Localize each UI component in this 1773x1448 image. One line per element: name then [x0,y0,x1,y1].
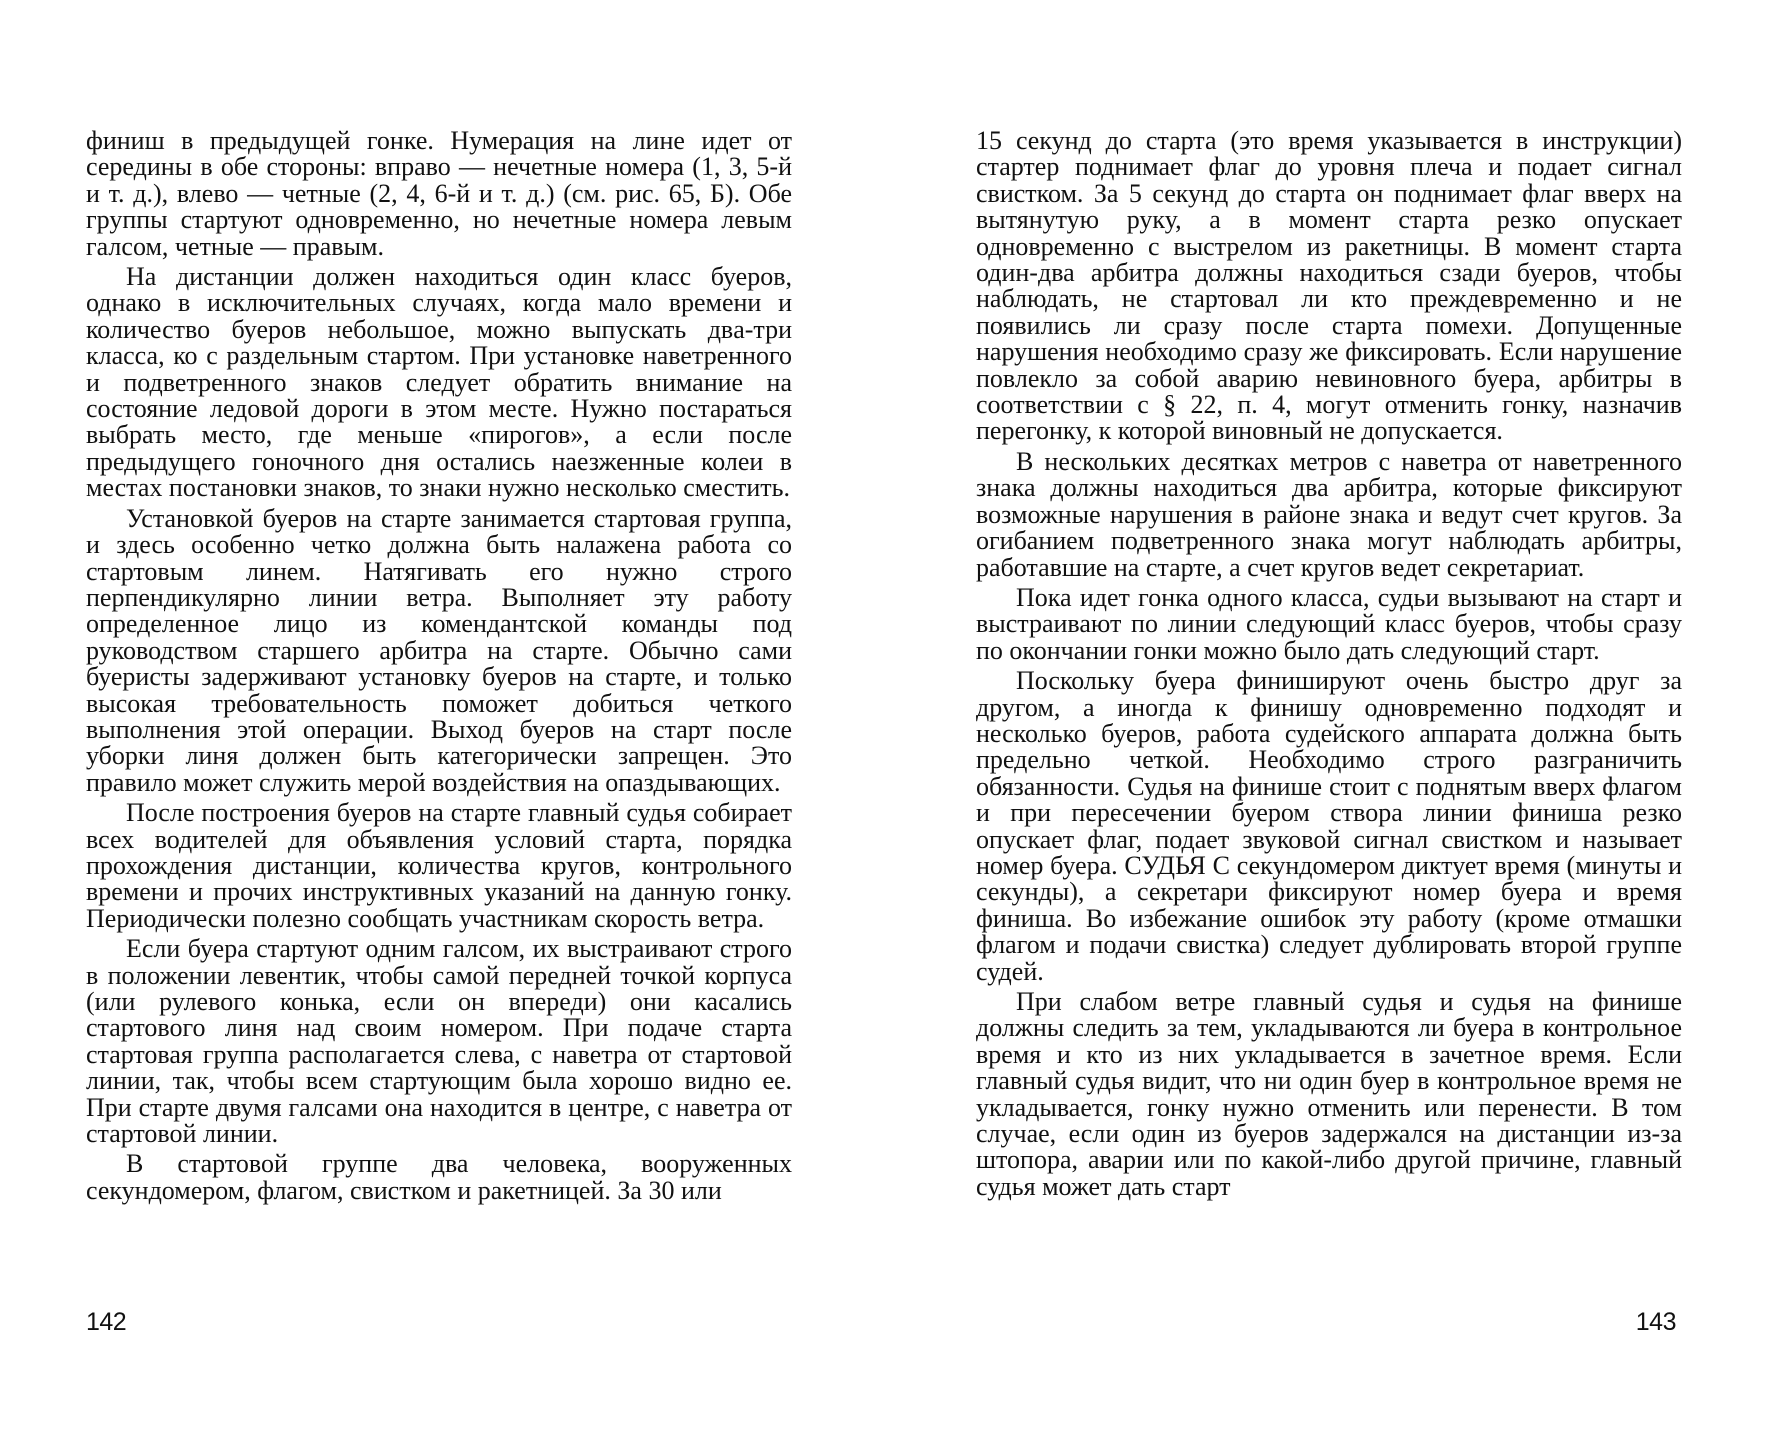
paragraph: На дистанции должен находиться один класс буеров, однако в исключительных случаях, когда мало времени и количество буеров небольшое, можно выпускать двa-три класса, ко с раздельным стартом. При установке наветренного и подветренного знаков следует обратить внимание на состояние ледовой дороги в этом месте. Нужно постараться выбрать место, где меньше «пирогов», а если после предыдущего гоночного дня остались наезженные колеи в местах постановки знаков, то знаки нужно несколько сместить. [86,262,792,503]
right-page-text-column [976,128,1682,1204]
page-number: 143 [1635,1308,1676,1336]
paragraph: Поскольку буера финишируют очень быстро друг за другом, а иногда к финишу одновременно подходят и несколько буеров, работа судейского аппарата должна быть предельно четкой. Необходимо строго разграничить обязанности. Судья на финише стоит с поднятым вверх флагом и при пересечении буером створа линии финиша резко опускает флаг, подает звуковой сигнал свистком и называет номер буера. СУДЬЯ С секундомером диктует время (минуты и секунды), а секретари фиксируют номер буера и время финиша. Во избежание ошибок эту работу (кроме отмашки флагом и подачи свистка) следует дублировать второй группе судей. [976,666,1682,986]
left-page-text-column [86,128,792,1208]
paragraph: 15 секунд до старта (это время указывается в инструкции) стартер поднимает флаг до уровня плеча и подает сигнал свистком. За 5 секунд до старта он поднимает флаг вверх на вытянутую руку, а в момент старта резко опускает одновременно с выстрелом из ракетницы. В момент старта один-два арбитра должны находиться сзади буеров, чтобы наблюдать, не стартовал ли кто преждевременно и не появились ли сразу после старта помехи. Допущенные нарушения необходимо сразу же фиксировать. Если нарушение повлекло за собой аварию невиновного буера, арбитры в соответствии с § 22, п. 4, могут отменить гонку, назначив перегонку, к которой виновный не допускается. [976,126,1682,446]
left-page [0,0,886,1448]
paragraph: После построения буеров на старте главный судья собирает всех водителей для объявления условий старта, порядка прохождения дистанции, количества кругов, контрольного времени и прочих инструктивных указаний на данную гонку. Периодически полезно сообщать участникам скорость ветра. [86,798,792,933]
paragraph: Если буера стартуют одним галсом, их выстраивают строго в положении левентик, чтобы самой передней точкой корпуса (или рулевого конька, если он впереди) они касались стартового линя над своим номером. При подаче старта стартовая группа располагается слева, с наветра от стартовой линии, так, чтобы всем стартующим была хорошо видно ее. При старте двумя галсами она находится в центре, с наветра от стартовой линии. [86,934,792,1149]
paragraph: При слабом ветре главный судья и судья на финише должны следить за тем, укладываются ли буера в контрольное время и кто из них укладывается в зачетное время. Если главный судья видит, что ни один буер в контрольное время не укладывается, гонку нужно отменить или перенести. В том случае, если один из буеров задержался на дистанции из-за штопора, аварии или по какой-либо другой причине, главный судья может дать старт [976,987,1682,1201]
paragraph: Установкой буеров на старте занимается стартовая группа, и здесь особенно четко должна быть налажена работа со стартовым линем. Натягивать его нужно строго перпендикулярно линии ветра. Выполняет эту работу определенное лицо из комендантской команды под руководством старшего арбитра на старте. Обычно сами буеристы задерживают установку буеров на старте, и только высокая требовательность поможет добиться четкого выполнения этой операции. Выход буеров на старт после уборки линя должен быть категорически запрещен. Это правило может служить мерой воздействия на опаздывающих. [86,503,792,797]
paragraph: Пока идет гонка одного класса, судьи вызывают на старт и выстраивают по линии следующий класс буеров, чтобы сразу по окончании гонки можно было дать следующий старт. [976,582,1682,665]
paragraph: В нескольких десятках метров с наветра от наветренного знака должны находиться два арбитра, которые фиксируют возможные нарушения в районе знака и ведут счет кругов. За огибанием подветренного знака могут наблюдать арбитры, работавшие на старте, а счет кругов ведет секретариат. [976,446,1682,582]
page-number: 142 [86,1308,127,1336]
right-page [886,0,1772,1448]
paragraph: финиш в предыдущей гонке. Нумерация на лине идет от середины в обе стороны: вправо — нечетные номера (1, 3, 5-й и т. д.), влево — четные (2, 4, 6-й и т. д.) (см. рис. 65, Б). Обе группы стартуют одновременно, но нечетные номера левым галсом, четные — правым. [86,126,792,261]
paragraph: В стартовой группе два человека, вооруженных секундомером, флагом, свистком и ракетницей. За 30 или [86,1149,792,1205]
